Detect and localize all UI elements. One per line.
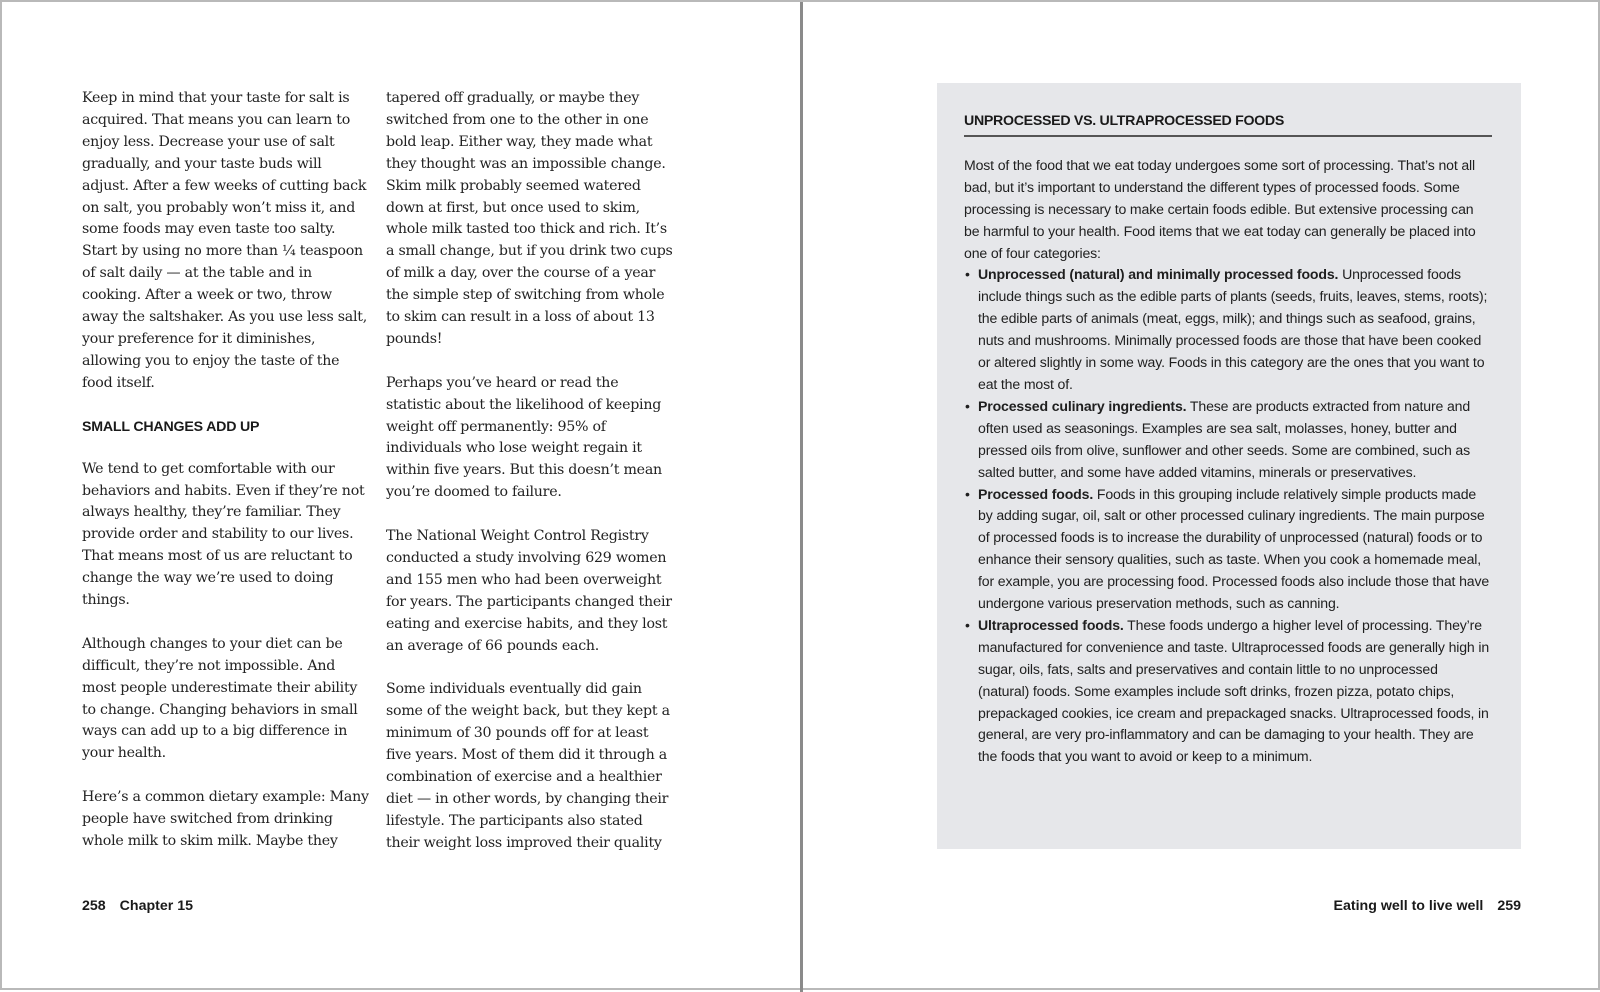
item-term: Processed culinary ingredients. — [978, 397, 1187, 414]
item-text: Foods in this grouping include relatively simple products made by adding sugar, oil, salt or other processed culinary ingredients. The main purpose of processed foods is to increase the durability of unprocessed (natural) foods or to enhance their sensory qualities, such as taste. When you cook a homemade meal, for example, you are processing food. Processed foods also include those that have undergone various preservation methods, such as canning. — [978, 485, 1490, 612]
paragraph: The National Weight Control Registry conducted a study involving 629 women and 155 men who had been overweight for years. The participants changed their eating and exercise habits, and they lost an average of 66 pounds each. — [386, 528, 672, 654]
list-item — [964, 264, 1492, 395]
item-text: These foods undergo a higher level of processing. They’re manufactured for convenience and taste. Ultraprocessed foods are generally high in sugar, oils, fats, salts and preservatives and contain little to no unprocessed (natural) foods. Some examples include soft drinks, frozen pizza, potato chips, prepackaged cookies, ice cream and prepackaged snacks. Ultraprocessed foods, in general, are very pro-inflammatory and can be damaging to your health. They are the foods that you want to avoid or keep to a minimum. — [978, 616, 1490, 765]
item-term: Ultraprocessed foods. — [978, 616, 1124, 633]
item-term: Unprocessed (natural) and minimally processed foods. — [978, 266, 1339, 283]
list-item — [964, 615, 1492, 768]
category-list — [964, 264, 1492, 768]
right-page-footer — [1334, 898, 1521, 914]
paragraph: Perhaps you’ve heard or read the statistic about the likelihood of keeping weight off permanently: 95% of individuals who lose weight regain it within five years. But this doesn’t mean you’re doomed to failure. — [386, 374, 662, 501]
left-page — [2, 2, 800, 992]
paragraph: Here’s a common dietary example: Many people have switched from drinking whole milk to skim milk. Maybe they — [82, 789, 369, 849]
right-page — [803, 2, 1600, 992]
item-term: Processed foods. — [978, 485, 1094, 502]
paragraph: Although changes to your diet can be difficult, they’re not impossible. And most people underestimate their ability to change. Changing behaviors in small ways can add up to a big difference in your health. — [82, 635, 358, 762]
paragraph: Some individuals eventually did gain some of the weight back, but they kept a minimum of 30 pounds off for at least five years. Most of them did it through a combination of exercise and a healthier diet — in other words, by changing their lifestyle. The participants also stated their weight loss improved their quality — [386, 681, 670, 851]
chapter-label: Chapter 15 — [119, 898, 193, 914]
bullet-icon: • — [965, 485, 970, 502]
bullet-icon: • — [965, 397, 970, 414]
paragraph: We tend to get comfortable with our behaviors and habits. Even if they’re not always healthy, they’re familiar. They provide order and stability to our lives. That means most of us are reluctant to change the way we’re used to doing things. — [82, 460, 365, 609]
list-item — [964, 396, 1492, 484]
paragraph: Keep in mind that your taste for salt is acquired. That means you can learn to enjoy less. Decrease your use of salt gradually, and your taste buds will adjust. After a few weeks of cutting back on salt, you probably won’t miss it, and some foods may even taste too salty. Start by using no more than ¼ teaspoon of salt daily — at the table and in cooking. After a week or two, throw away the saltshaker. As you use less salt, your preference for it diminishes, allowing you to enjoy the taste of the food itself. — [82, 90, 367, 391]
text-column-2 — [386, 88, 676, 877]
bullet-icon: • — [965, 616, 970, 633]
sidebar-box — [937, 83, 1521, 849]
running-head: Eating well to live well — [1333, 898, 1484, 914]
item-text: Unprocessed foods include things such as the edible parts of plants (seeds, fruits, leaves, stems, roots); the edible parts of animals (meat, eggs, milk); and things such as seafood, grains, nuts and mushrooms. Minimally processed foods are those that have been cooked or altered slightly in some way. Foods in this category are the ones that you want to eat the most of. — [978, 266, 1488, 392]
page-number: 259 — [1497, 898, 1521, 914]
page-number: 258 — [82, 898, 106, 914]
paragraph: tapered off gradually, or maybe they switched from one to the other in one bold leap. Either way, they made what they thought was an impossible change. Skim milk probably seemed watered down at first, but once used to skim, whole milk tasted too thick and rich. It’s a small change, but if you drink two cups of milk a day, over the course of a year the simple step of switching from whole to skim can result in a loss of about 13 pounds! — [386, 90, 673, 347]
bullet-icon: • — [965, 266, 970, 283]
list-item — [964, 484, 1492, 615]
text-column-1 — [82, 88, 372, 875]
section-heading: SMALL CHANGES ADD UP — [82, 418, 260, 435]
sidebar-intro: Most of the food that we eat today undergoes some sort of processing. That’s not all bad, but it’s important to understand the different types of processed foods. Some processing is necessary to make certain foods edible. But extensive processing can be harmful to your health. Food items that we eat today can generally be placed into one of four categories: — [964, 156, 1476, 261]
item-text: These are products extracted from nature and often used as seasonings. Examples are sea salt, molasses, honey, butter and pressed oils from olive, sunflower and other seeds. Some are combined, such as salted butter, and some have added vitamins, minerals or preservatives. — [978, 397, 1471, 480]
sidebar-title: UNPROCESSED VS. ULTRAPROCESSED FOODS — [964, 111, 1492, 137]
left-page-footer — [82, 898, 193, 914]
